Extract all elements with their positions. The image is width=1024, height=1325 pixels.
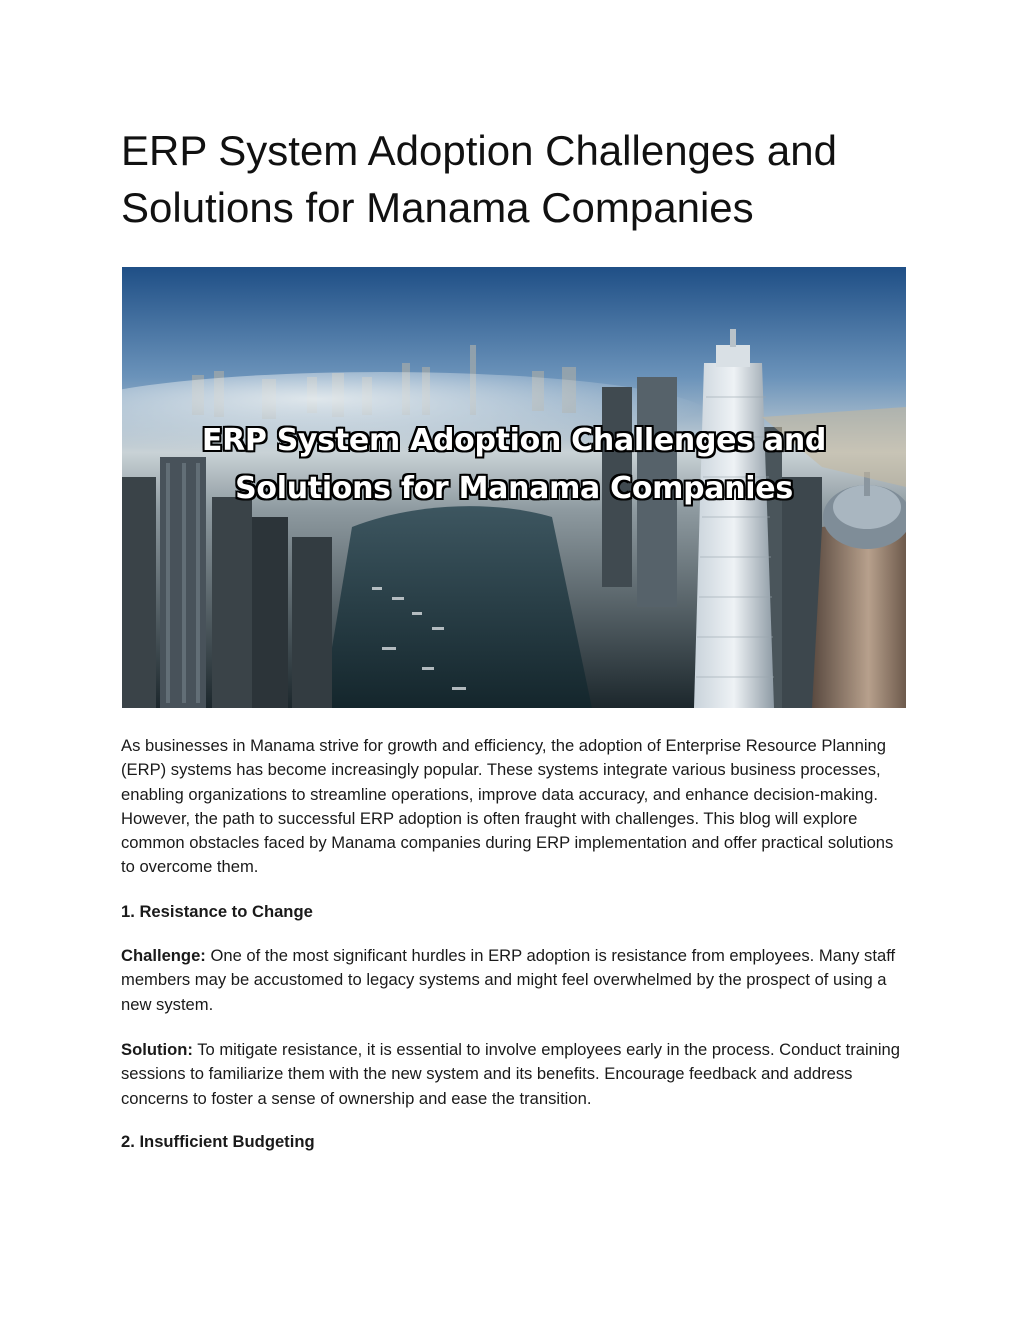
hero-caption (122, 417, 906, 513)
solution-paragraph (121, 1038, 906, 1111)
section-heading-budgeting: 2. Insufficient Budgeting (121, 1132, 315, 1151)
page-title: ERP System Adoption Challenges and Solutions for Manama Companies (121, 127, 838, 231)
challenge-text: One of the most significant hurdles in ERP adoption is resistance from employees. Many staff members may be accustomed to legacy systems and might feel overwhelmed by the prospect of using a new system. (121, 946, 896, 1014)
section-heading-resistance: 1. Resistance to Change (121, 902, 313, 921)
hero-caption-line-2: Solutions for Manama Companies (235, 471, 793, 506)
solution-text: To mitigate resistance, it is essential to involve employees early in the process. Conduct training sessions to familiarize them with the new system and its benefits. Encourage feedback and address concerns to foster a sense of ownership and ease the transition. (121, 1040, 901, 1108)
challenge-label: Challenge: (121, 946, 206, 965)
hero-caption-line-1: ERP System Adoption Challenges and (201, 423, 827, 458)
solution-label: Solution: (121, 1040, 193, 1059)
intro-paragraph: As businesses in Manama strive for growth and efficiency, the adoption of Enterprise Resource Planning (ERP) systems has become increasingly popular. These systems integrate various business processes, enabling organizations to streamline operations, improve data accuracy, and enhance decision-making. However, the path to successful ERP adoption is often fraught with challenges. This blog will explore common obstacles faced by Manama companies during ERP implementation and offer practical solutions to overcome them. (121, 736, 894, 877)
hero-image (122, 267, 906, 708)
challenge-paragraph (121, 944, 906, 1017)
